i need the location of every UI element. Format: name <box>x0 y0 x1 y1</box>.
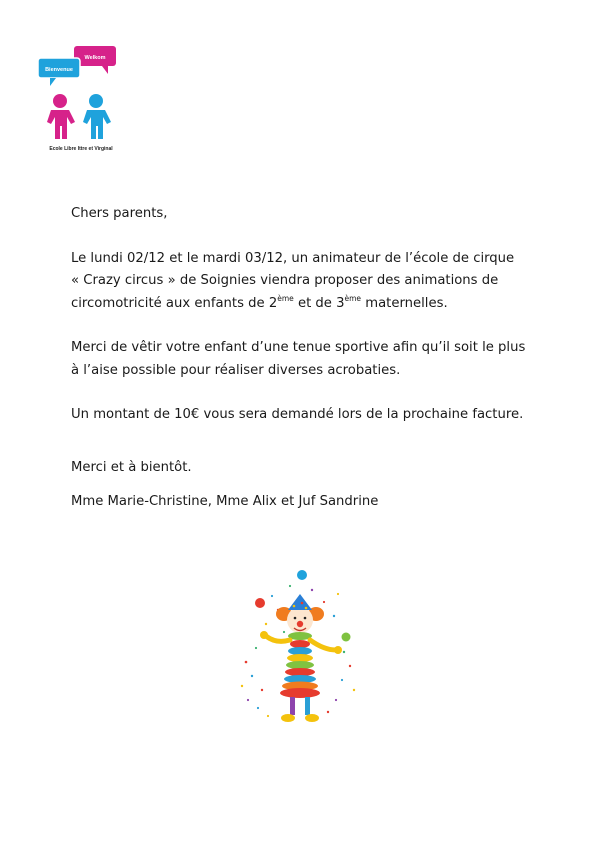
announcement-line-2: « Crazy circus » de Soignies viendra proposer des animations de <box>71 273 499 288</box>
juggling-ball-red <box>255 598 265 608</box>
juggling-clown-illustration <box>238 566 360 734</box>
clown-striped-body <box>280 640 320 698</box>
paragraph-clothing <box>71 337 551 382</box>
juggling-ball-green <box>342 633 351 642</box>
school-logo <box>36 44 126 156</box>
logo-caption: Ecole Libre Ittre et Virginal <box>49 146 113 152</box>
paragraph-announcement <box>71 248 551 316</box>
logo-graphic <box>36 44 126 146</box>
announcement-line-3: circomotricité aux enfants de 2ème et de 3ème maternelles. <box>71 293 448 311</box>
blue-child-figure <box>83 94 111 139</box>
clothing-line-1: Merci de vêtir votre enfant d’une tenue sportive afin qu’il soit le plus <box>71 340 526 355</box>
welkom-text: Welkom <box>84 55 106 61</box>
juggling-ball-blue <box>297 570 307 580</box>
clown-face <box>287 607 313 633</box>
pink-child-figure <box>47 94 75 139</box>
signature: Mme Marie-Christine, Mme Alix et Juf Sandrine <box>71 494 379 509</box>
letter-body <box>71 203 551 514</box>
clown-shoe-right <box>305 714 319 722</box>
greeting: Chers parents, <box>71 206 168 221</box>
closing: Merci et à bientôt. <box>71 459 192 475</box>
clothing-line-2: à l’aise possible pour réaliser diverses acrobaties. <box>71 362 401 378</box>
bienvenue-text: Bienvenue <box>45 67 73 73</box>
clown-hat <box>288 594 312 610</box>
paragraph-fee: Un montant de 10€ vous sera demandé lors de la prochaine facture. <box>71 407 524 422</box>
clown-nose <box>297 621 303 627</box>
clown-shoe-left <box>281 714 295 722</box>
announcement-line-1: Le lundi 02/12 et le mardi 03/12, un animateur de l’école de cirque <box>71 250 515 266</box>
